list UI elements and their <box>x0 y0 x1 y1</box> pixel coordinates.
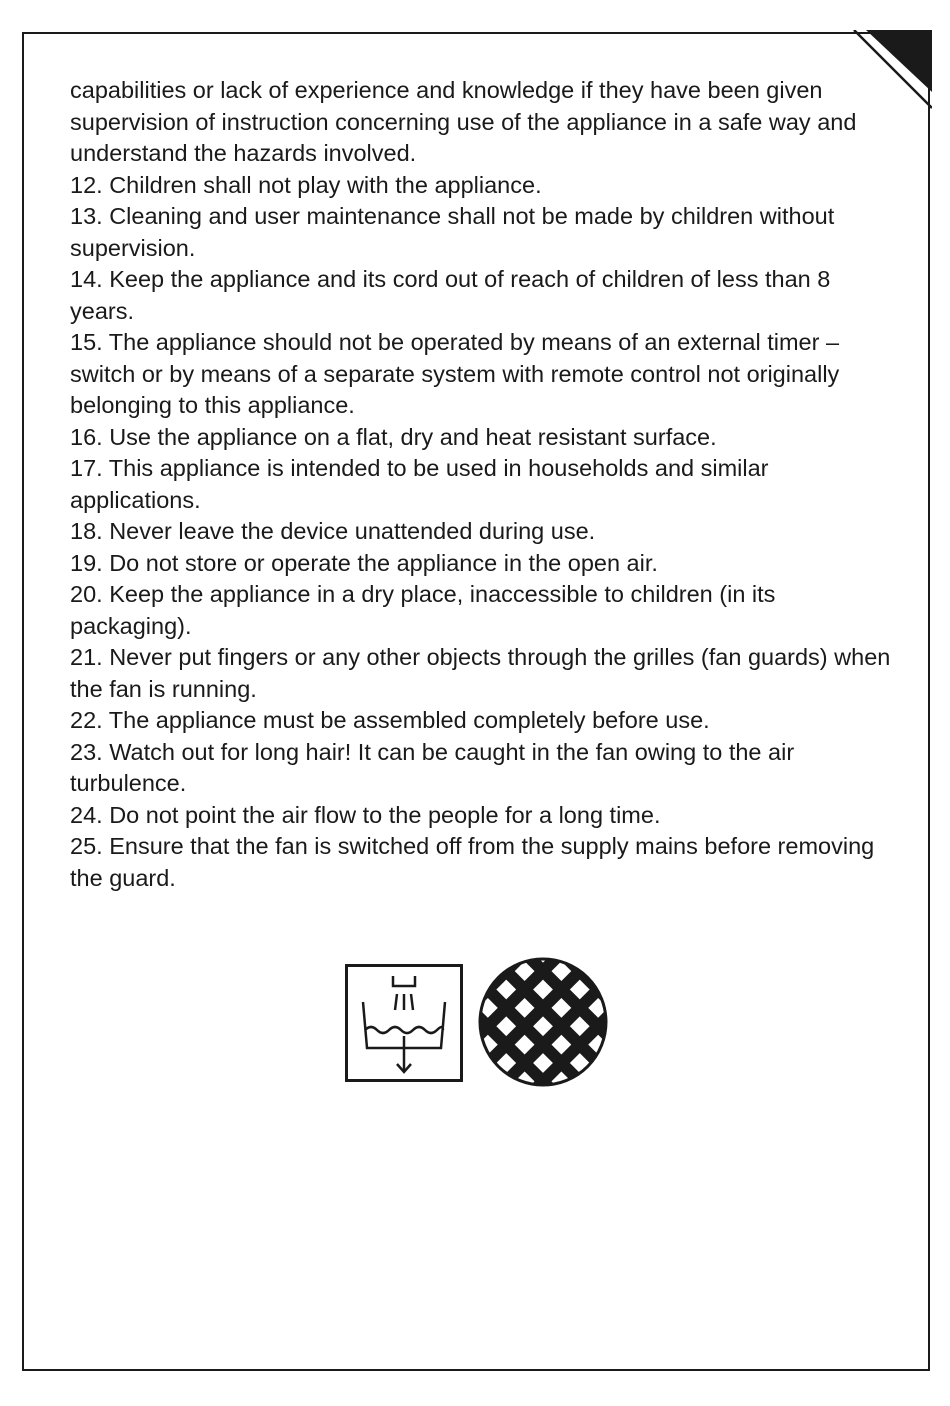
water-spray-protection-icon <box>345 964 463 1082</box>
paragraph: 18. Never leave the device unattended during use. <box>70 518 596 544</box>
paragraph: 24. Do not point the air flow to the people for a long time. <box>70 801 661 828</box>
paragraph: 22. The appliance must be assembled completely before use. <box>70 707 710 733</box>
paragraph: 19. Do not store or operate the appliance in the open air. <box>70 549 658 576</box>
fine-mesh-grille-icon <box>477 956 609 1088</box>
paragraph: 23. Watch out for long hair! It can be caught in the fan owing to the air turbulence. <box>70 738 795 796</box>
paragraph: 14. Keep the appliance and its cord out of reach of children of less than 8 years. <box>70 266 831 324</box>
paragraph: 13. Cleaning and user maintenance shall not be made by children without supervision. <box>70 203 835 261</box>
safety-symbols <box>345 956 615 1088</box>
paragraph: capabilities or lack of experience and knowledge if they have been given supervision of instruction concerning use of the appliance in a safe way and understand the hazards involved. <box>70 77 857 166</box>
safety-instructions <box>70 75 900 894</box>
paragraph: 21. Never put fingers or any other objects through the grilles (fan guards) when the fan is running. <box>70 644 891 702</box>
paragraph: 25. Ensure that the fan is switched off from the supply mains before removing the guard. <box>70 833 875 891</box>
paragraph: 15. The appliance should not be operated by means of an external timer – switch or by means of a separate system with remote control not originally belonging to this appliance. <box>70 329 840 418</box>
paragraph: 12. Children shall not play with the appliance. <box>70 171 542 198</box>
paragraph: 20. Keep the appliance in a dry place, inaccessible to children (in its packaging). <box>70 581 776 639</box>
paragraph: 16. Use the appliance on a flat, dry and heat resistant surface. <box>70 423 717 450</box>
paragraph: 17. This appliance is intended to be used in households and similar applications. <box>70 455 769 513</box>
